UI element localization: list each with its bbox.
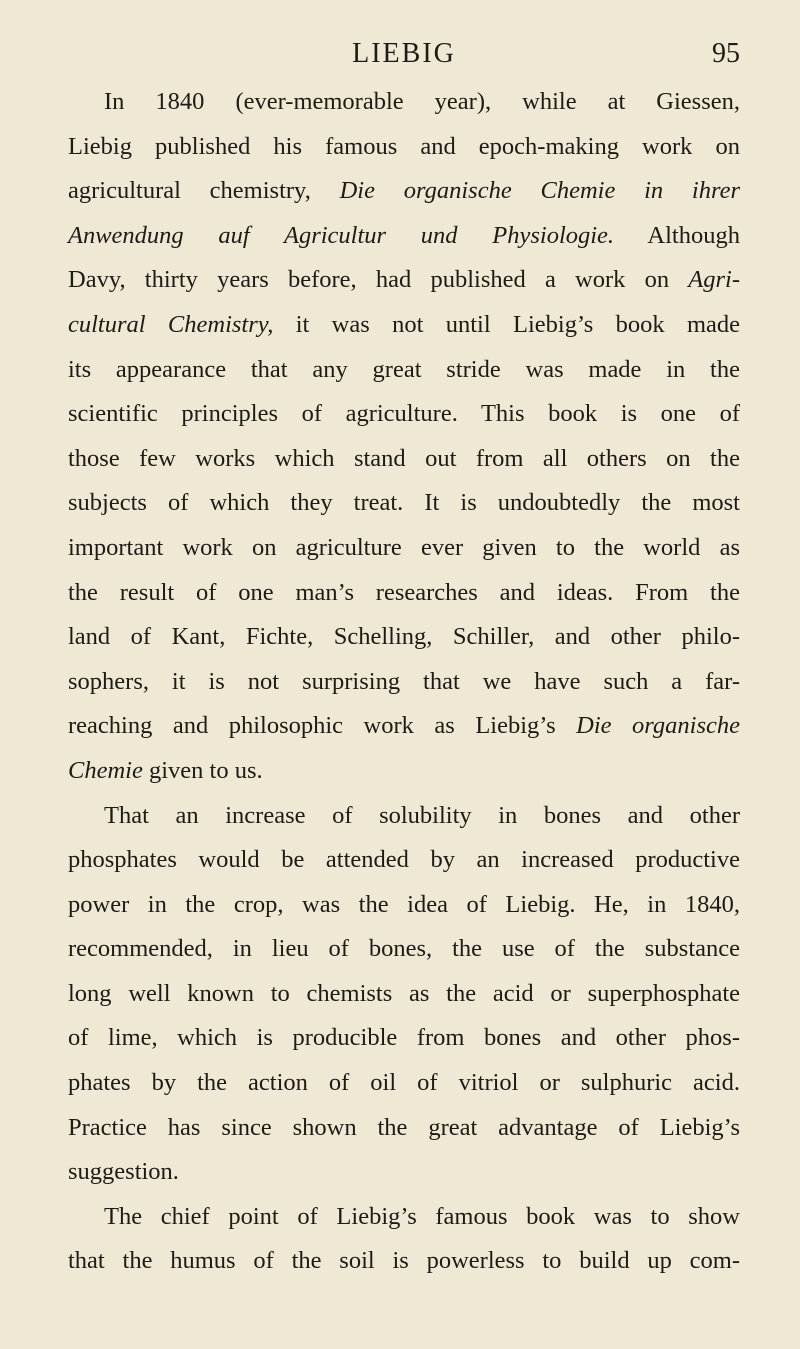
text-run: Liebig published his famous and epoch-making work on — [68, 132, 740, 160]
italic-title-text: Agri- — [688, 266, 740, 294]
text-run: that the humus of the soil is powerless to build up com- — [68, 1247, 740, 1275]
italic-title-text: Anwendung auf Agricultur und Physiologie. — [68, 221, 615, 249]
text-line — [68, 437, 740, 482]
text-run: sophers, it is not surprising that we have such a far- — [68, 667, 740, 695]
text-run: its appearance that any great stride was made in the — [68, 355, 740, 383]
paragraph — [68, 794, 740, 1195]
text-run: suggestion. — [68, 1158, 179, 1186]
running-head: LIEBIG — [352, 38, 456, 69]
page-number: 95 — [712, 38, 740, 69]
text-run: reaching and philosophic work as Liebig’s — [68, 712, 577, 740]
page-header — [68, 34, 740, 74]
text-line — [68, 303, 740, 348]
text-line — [68, 392, 740, 437]
text-run: given to us. — [142, 756, 263, 784]
text-line — [68, 749, 740, 794]
italic-title-text: cultural Chemistry, — [68, 310, 274, 338]
text-run: important work on agriculture ever given to the world as — [68, 533, 740, 561]
text-run: the result of one man’s researches and ideas. From the — [68, 578, 740, 606]
text-line — [68, 704, 740, 749]
text-run: agricultural chemistry, — [68, 177, 340, 205]
text-line — [68, 1106, 740, 1151]
text-line — [68, 1150, 740, 1195]
text-run: The chief point of Liebig’s famous book was to show — [104, 1202, 740, 1230]
text-run: recommended, in lieu of bones, the use of the substance — [68, 935, 740, 963]
text-line — [68, 883, 740, 928]
text-line — [68, 972, 740, 1017]
text-run: Practice has since shown the great advantage of Liebig’s — [68, 1113, 740, 1141]
text-run: phosphates would be attended by an increased productive — [68, 846, 740, 874]
text-line — [68, 481, 740, 526]
text-run: In 1840 (ever-memorable year), while at Giessen, — [104, 88, 740, 115]
text-line — [68, 348, 740, 393]
text-run: That an increase of solubility in bones and other — [104, 801, 740, 829]
text-run: long well known to chemists as the acid or superphosphate — [68, 979, 740, 1007]
italic-title-text: Chemie — [68, 756, 143, 784]
text-line — [68, 125, 740, 170]
text-run: of lime, which is producible from bones and other phos- — [68, 1024, 740, 1052]
text-line — [68, 1239, 740, 1284]
text-run: phates by the action of oil of vitriol or sulphuric acid. — [68, 1069, 740, 1097]
text-line — [68, 615, 740, 660]
text-run: power in the crop, was the idea of Liebig. He, in 1840, — [68, 890, 740, 918]
text-line — [68, 1016, 740, 1061]
text-line — [68, 660, 740, 705]
text-line — [68, 1061, 740, 1106]
text-run: it was not until Liebig’s book made — [273, 310, 740, 338]
text-line — [68, 838, 740, 883]
text-line — [68, 571, 740, 616]
text-line — [68, 258, 740, 303]
text-run: Davy, thirty years before, had published a work on — [68, 266, 689, 294]
text-line — [68, 169, 740, 214]
text-line — [68, 526, 740, 571]
paragraph — [68, 1195, 740, 1284]
text-run: Although — [614, 221, 740, 249]
italic-title-text: Die organische Chemie in ihrer — [339, 177, 740, 205]
text-run: subjects of which they treat. It is undoubtedly the most — [68, 489, 740, 517]
text-run: those few works which stand out from all others on the — [68, 444, 740, 472]
paragraph — [68, 80, 740, 794]
text-run: land of Kant, Fichte, Schelling, Schiller, and other philo- — [68, 623, 740, 651]
text-line — [68, 1195, 740, 1240]
text-run: scientific principles of agriculture. This book is one of — [68, 400, 740, 428]
text-line — [68, 80, 740, 125]
text-line — [68, 794, 740, 839]
text-line — [68, 927, 740, 972]
text-line — [68, 214, 740, 259]
body-text — [68, 80, 740, 1284]
italic-title-text: Die organische — [576, 712, 740, 740]
